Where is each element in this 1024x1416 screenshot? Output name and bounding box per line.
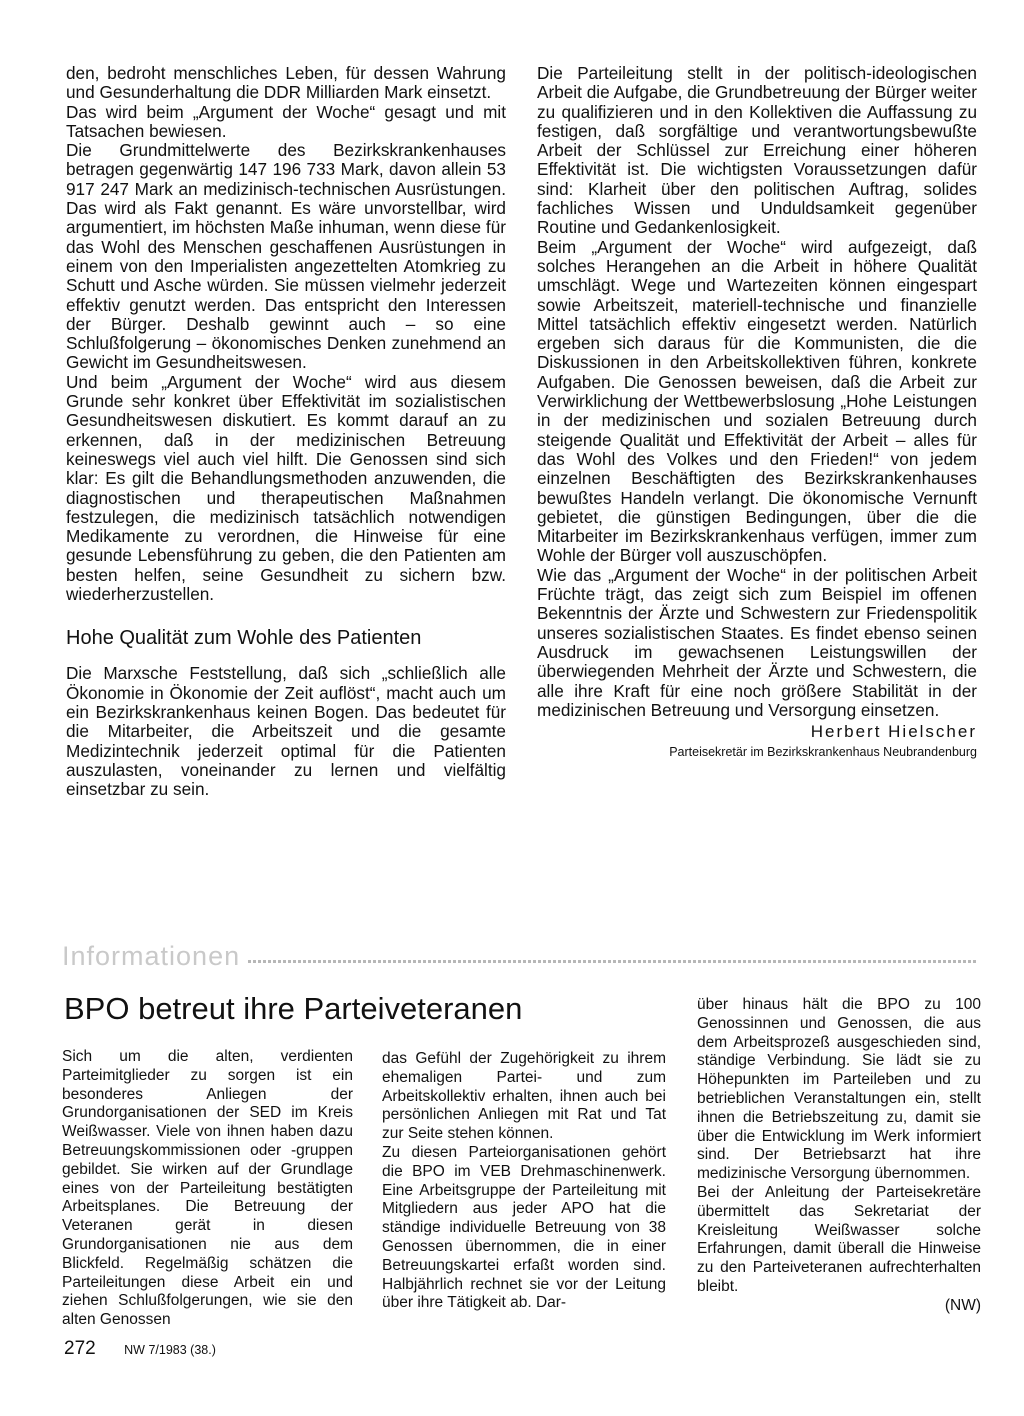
info-section-label: Informationen [62, 941, 241, 971]
article-paragraph: Die Parteileitung stellt in der politisch-ideologischen Arbeit die Aufgabe, die Grundbetreuung der Bürger weiter zu qualifizieren und in den Kollektiven die Auffassung zu festigen, daß sorgfältige und verantwortungsbewußte Arbeit der Schlüssel zur Erreichung einer höheren Effektivität ist. Die wichtigsten Voraussetzungen dafür sind: Klarheit über den politischen Auftrag, solides fachliches Wissen und Unduldsamkeit gegenüber Routine und Gedankenlosigkeit. [537, 63, 977, 238]
article-paragraph: Wie das „Argument der Woche“ in der politischen Arbeit Früchte trägt, das zeigt sich zum Beispiel im offenen Bekenntnis der Ärzte und Schwestern zur Friedenspolitik unseres sozialistischen Staates. Es findet ebenso seinen Ausdruck im gewachsenen Leistungswillen der überwiegenden Mehrheit der Ärzte und Schwestern, die alle ihre Kraft für eine noch größere Stabilität in der medizinischen Betreuung und Versorgung einsetzen. [537, 564, 977, 720]
article-subheading: Hohe Qualität zum Wohle des Patienten [66, 627, 422, 650]
news-headline: BPO betreut ihre Parteiveteranen [64, 991, 523, 1026]
news-paragraph: Zu diesen Parteiorganisationen gehört die BPO im VEB Drehmaschinenwerk. Eine Arbeitsgruppe der Parteileitung mit Mitgliedern aus jeder APO hat die ständige individuelle Betreuung von 38 Genossen übernommen, die in einer Betreuungskartei erfaßt worden sind. Halbjährlich rechnet sie vor der Leitung über ihre Tätigkeit ab. Dar- [382, 1143, 666, 1312]
news-paragraph: Bei der Anleitung der Parteisekretäre übermittelt das Sekretariat der Kreisleitung Weißwasser solche Erfahrungen, damit überall die Hinweise zu den Parteiveteranen aufrechterhalten bleibt. [697, 1183, 981, 1295]
article-right-column [537, 64, 977, 760]
news-paragraph: das Gefühl der Zugehörigkeit zu ihrem ehemaligen Partei- und zum Arbeitskollektiv erhalten, ihnen auch bei persönlichen Anliegen mit Rat und Tat zur Seite stehen können. [382, 1050, 666, 1143]
article-left-column [66, 64, 506, 799]
news-byline: (NW) [944, 1296, 981, 1314]
info-section-bar [62, 940, 978, 974]
news-paragraph: über hinaus hält die BPO zu 100 Genossinnen und Genossen, die aus dem Arbeitsprozeß ausgeschieden sind, ständige Verbindung. Sie lädt sie zu Höhepunkten im Parteileben und zu betrieblichen Veranstaltungen ein, stellt ihnen die Betriebszeitung zu, damit sie über die Entwicklung im Werk informiert sind. Der Betriebsarzt hat ihre medizinische Versorgung übernommen. [697, 996, 981, 1183]
article-paragraph: Und beim „Argument der Woche“ wird aus diesem Grunde sehr konkret über Effektivität im sozialistischen Gesundheitswesen diskutiert. Es kommt darauf an zu erkennen, daß in der medizinischen Betreuung keineswegs viel auch viel hilft. Die Genossen sind sich klar: Es gilt die Behandlungsmethoden anzuwenden, die diagnostischen und therapeutischen Maßnahmen festzulegen, die medizinisch tatsächlich notwendigen Medikamente zu verordnen, die Hinweise für eine gesunde Lebensführung zu geben, die den Patienten am besten helfen, seine Gesundheit zu sichern bzw. wiederherzustellen. [66, 371, 506, 605]
news-column-3 [697, 996, 981, 1316]
article-paragraph: Die Marxsche Feststellung, daß sich „schließlich alle Ökonomie in Ökonomie der Zeit auflöst“, macht auch um ein Bezirkskrankenhaus keinen Bogen. Das bedeutet für die Mitarbeiter, die Arbeitszeit und die gesamte Medizintechnik jederzeit optimal für die Patienten auszulasten, voneinander zu lernen und vielfältig einsetzbar zu sein. [66, 663, 506, 800]
page-number: 272 [64, 1338, 96, 1359]
info-section-rule [248, 960, 978, 963]
issue-label: NW 7/1983 (38.) [124, 1343, 216, 1357]
article-paragraph: Die Grundmittelwerte des Bezirkskrankenhauses betragen gegenwärtig 147 196 733 Mark, davon allein 53 917 247 Mark an medizinisch-technischen Ausrüstungen. Das wird als Fakt genannt. Es wäre unvorstellbar, wird argumentiert, im höchsten Maße inhuman, wenn diese für das Wohl des Menschen geschaffenen Ausrüstungen in einem von den Imperialisten angezettelten Atomkrieg zu Schutt und Asche würden. Sie müssen vielmehr jederzeit effektiv genutzt werden. Das entspricht den Interessen der Bürger. Deshalb gewinnt auch – so eine Schlußfolgerung – ökonomisches Denken zunehmend an Gewicht im Gesundheitswesen. [66, 140, 506, 373]
article-paragraph: den, bedroht menschliches Leben, für dessen Wahrung und Gesunderhaltung die DDR Milliarden Mark einsetzt. [66, 63, 506, 103]
news-column-2 [382, 1050, 666, 1313]
author-title: Parteisekretär im Bezirkskrankenhaus Neubrandenburg [669, 745, 977, 760]
news-column-1 [62, 1048, 353, 1330]
page-footer [64, 1338, 464, 1362]
article-paragraph: Beim „Argument der Woche“ wird aufgezeigt, daß solches Herangehen an die Arbeit in höhere Qualität umschlägt. Wege und Wartezeiten können eingespart sowie Arbeitszeit, materiell-technische und finanzielle Mittel tatsächlich effektiv eingesetzt werden. Natürlich ergeben sich daraus für die Kommunisten, die die Diskussionen in den Arbeitskollektiven führen, konkrete Aufgaben. Die Genossen beweisen, daß die Arbeit zur Verwirklichung der Wettbewerbslosung „Hohe Leistungen in der medizinischen und sozialen Betreuung durch steigende Qualität und Effektivität der Arbeit – alles für das Wohl des Volkes und den Frieden!“ von jedem einzelnen Beschäftigten des Bezirkskrankenhauses bewußtes Handeln verlangt. Die ökonomische Vernunft gebietet, die günstigen Bedingungen, über die die Mitarbeiter im Bezirkskrankenhaus verfügen, immer zum Wohle der Bürger voll auszuschöpfen. [537, 236, 977, 566]
author-name: Herbert Hielscher [810, 722, 977, 742]
article-paragraph: Das wird beim „Argument der Woche“ gesagt und mit Tatsachen bewiesen. [66, 101, 506, 141]
news-paragraph: Sich um die alten, verdienten Parteimitglieder zu sorgen ist ein besonderes Anliegen der Grundorganisationen der SED im Kreis Weißwasser. Viele von ihnen haben dazu Betreuungskommissionen oder -gruppen gebildet. Sie wirken auf der Grundlage eines von der Parteileitung bestätigten Arbeitsplanes. Die Betreuung der Veteranen gerät in diesen Grundorganisationen nie aus dem Blickfeld. Regelmäßig schätzen die Parteileitungen diese Arbeit ein und ziehen Schlußfolgerungen, wie sie den alten Genossen [62, 1048, 353, 1329]
